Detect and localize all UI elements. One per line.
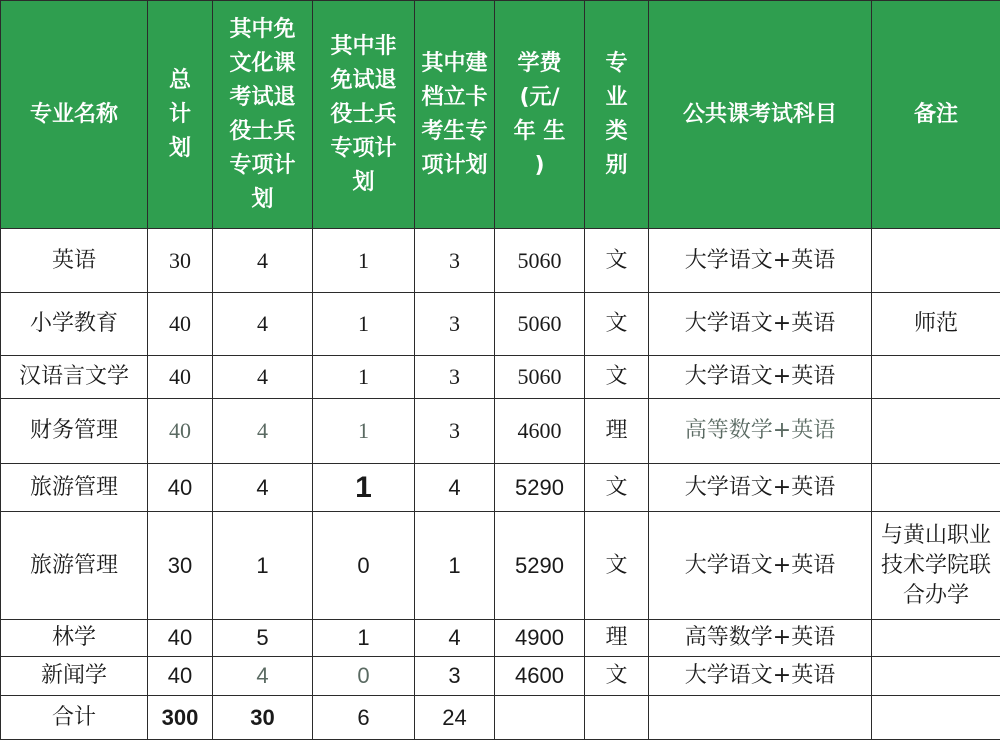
cell-note <box>872 464 1000 512</box>
cell-total: 30 <box>148 512 213 620</box>
cell-note: 与黄山职业 技术学院联 合办学 <box>872 512 1000 620</box>
cell-nonexempt: 1 <box>313 356 415 399</box>
cell-note <box>872 399 1000 464</box>
cell-subjects: 大学语文+英语 <box>649 356 872 399</box>
table-row <box>1 512 1000 620</box>
header-poverty-plan: 其中建 档立卡 考生专 项计划 <box>415 1 495 229</box>
cell-poverty: 3 <box>415 293 495 356</box>
cell-exempt: 4 <box>213 464 313 512</box>
cell-note-empty <box>872 696 1000 740</box>
header-exempt-veteran-plan: 其中免 文化课 考试退 役士兵 专项计 划 <box>213 1 313 229</box>
cell-subjects: 大学语文+英语 <box>649 293 872 356</box>
cell-poverty: 3 <box>415 399 495 464</box>
cell-major-name: 林学 <box>1 620 148 657</box>
cell-exempt-sum: 30 <box>213 696 313 740</box>
table-row <box>1 356 1000 399</box>
cell-total: 30 <box>148 229 213 293</box>
cell-fee: 5290 <box>495 512 585 620</box>
header-total-plan: 总 计 划 <box>148 1 213 229</box>
total-row <box>1 696 1000 740</box>
cell-major-name: 旅游管理 <box>1 464 148 512</box>
cell-category: 文 <box>585 657 649 696</box>
cell-total: 40 <box>148 657 213 696</box>
table-row <box>1 657 1000 696</box>
cell-poverty-sum: 24 <box>415 696 495 740</box>
cell-subjects: 大学语文+英语 <box>649 229 872 293</box>
cell-category: 理 <box>585 399 649 464</box>
cell-category: 理 <box>585 620 649 657</box>
table-row <box>1 620 1000 657</box>
cell-nonexempt-sum: 6 <box>313 696 415 740</box>
cell-exempt: 5 <box>213 620 313 657</box>
cell-subjects: 高等数学+英语 <box>649 620 872 657</box>
cell-exempt: 4 <box>213 356 313 399</box>
cell-fee: 4600 <box>495 657 585 696</box>
table-row <box>1 229 1000 293</box>
cell-subjects-empty <box>649 696 872 740</box>
cell-note <box>872 620 1000 657</box>
cell-nonexempt: 0 <box>313 657 415 696</box>
cell-exempt: 4 <box>213 399 313 464</box>
cell-major-name: 旅游管理 <box>1 512 148 620</box>
cell-fee-empty <box>495 696 585 740</box>
cell-major-name: 财务管理 <box>1 399 148 464</box>
cell-fee: 5290 <box>495 464 585 512</box>
cell-exempt: 4 <box>213 229 313 293</box>
cell-category-empty <box>585 696 649 740</box>
cell-nonexempt: 1 <box>313 464 415 512</box>
cell-poverty: 4 <box>415 464 495 512</box>
cell-total: 40 <box>148 399 213 464</box>
header-tuition: 学费 (元/ 年 生 ) <box>495 1 585 229</box>
cell-exempt: 1 <box>213 512 313 620</box>
cell-subjects: 大学语文+英语 <box>649 657 872 696</box>
cell-major-name: 汉语言文学 <box>1 356 148 399</box>
header-nonexempt-veteran-plan: 其中非 免试退 役士兵 专项计 划 <box>313 1 415 229</box>
cell-total: 40 <box>148 620 213 657</box>
header-exam-subjects: 公共课考试科目 <box>649 1 872 229</box>
cell-fee: 5060 <box>495 229 585 293</box>
cell-fee: 5060 <box>495 356 585 399</box>
cell-category: 文 <box>585 464 649 512</box>
cell-category: 文 <box>585 512 649 620</box>
cell-nonexempt: 1 <box>313 399 415 464</box>
cell-exempt: 4 <box>213 293 313 356</box>
cell-major-name: 新闻学 <box>1 657 148 696</box>
header-notes: 备注 <box>872 1 1000 229</box>
cell-poverty: 1 <box>415 512 495 620</box>
cell-fee: 5060 <box>495 293 585 356</box>
header-row <box>1 1 1000 229</box>
cell-note <box>872 229 1000 293</box>
cell-nonexempt: 1 <box>313 229 415 293</box>
cell-nonexempt: 1 <box>313 620 415 657</box>
cell-major-name: 英语 <box>1 229 148 293</box>
cell-note <box>872 356 1000 399</box>
cell-total-sum: 300 <box>148 696 213 740</box>
cell-poverty: 4 <box>415 620 495 657</box>
header-major-category: 专 业 类 别 <box>585 1 649 229</box>
cell-nonexempt: 0 <box>313 512 415 620</box>
table-row <box>1 464 1000 512</box>
cell-note <box>872 657 1000 696</box>
cell-poverty: 3 <box>415 356 495 399</box>
cell-category: 文 <box>585 229 649 293</box>
cell-note: 师范 <box>872 293 1000 356</box>
cell-poverty: 3 <box>415 229 495 293</box>
table-row <box>1 399 1000 464</box>
cell-category: 文 <box>585 293 649 356</box>
cell-total: 40 <box>148 464 213 512</box>
cell-category: 文 <box>585 356 649 399</box>
cell-total: 40 <box>148 356 213 399</box>
cell-fee: 4600 <box>495 399 585 464</box>
cell-subjects: 高等数学+英语 <box>649 399 872 464</box>
header-major-name: 专业名称 <box>1 1 148 229</box>
table-row <box>1 293 1000 356</box>
cell-fee: 4900 <box>495 620 585 657</box>
cell-nonexempt: 1 <box>313 293 415 356</box>
cell-total-label: 合计 <box>1 696 148 740</box>
cell-subjects: 大学语文+英语 <box>649 464 872 512</box>
cell-major-name: 小学教育 <box>1 293 148 356</box>
cell-subjects: 大学语文+英语 <box>649 512 872 620</box>
cell-poverty: 3 <box>415 657 495 696</box>
cell-exempt: 4 <box>213 657 313 696</box>
cell-total: 40 <box>148 293 213 356</box>
